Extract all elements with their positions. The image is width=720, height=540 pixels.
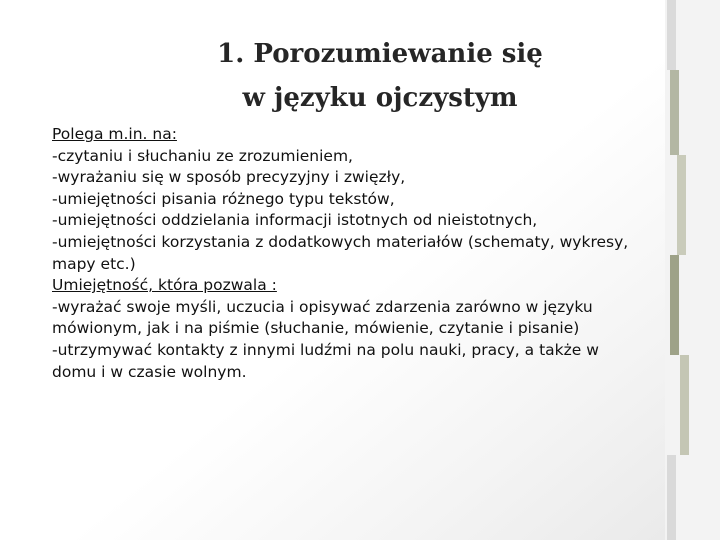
list-item: -czytaniu i słuchaniu ze zrozumieniem, [52,146,353,165]
list-item: -wyrażaniu się w sposób precyzyjny i zwięzły, [52,168,406,187]
title-line-1: 1. Porozumiewanie się [217,39,543,69]
decorative-stripe [670,70,679,155]
slide-title [150,32,610,120]
title-line-2: w języku ojczystym [242,83,518,113]
list-item: -utrzymywać kontakty z innymi ludźmi na polu nauki, pracy, a także w domu i w czasie wolnym. [52,340,599,381]
slide-body [52,124,642,383]
section-heading-1: Polega m.in. na: [52,125,177,143]
decorative-stripe [670,255,679,355]
decorative-stripe [680,355,689,455]
list-item: -umiejętności korzystania z dodatkowych materiałów (schematy, wykresy, mapy etc.) [52,232,629,273]
list-item: -umiejętności pisania różnego typu tekstów, [52,189,395,208]
list-item: -wyrażać swoje myśli, uczucia i opisywać zdarzenia zarówno w języku mówionym, jak i na piśmie (słuchanie, mówienie, czytanie i pisanie) [52,297,593,338]
decorative-stripe [667,455,676,540]
list-item: -umiejętności oddzielania informacji istotnych od nieistotnych, [52,211,538,230]
decorative-stripe [677,155,686,255]
decorative-stripe [667,0,676,70]
section-heading-2: Umiejętność, która pozwala : [52,276,277,295]
